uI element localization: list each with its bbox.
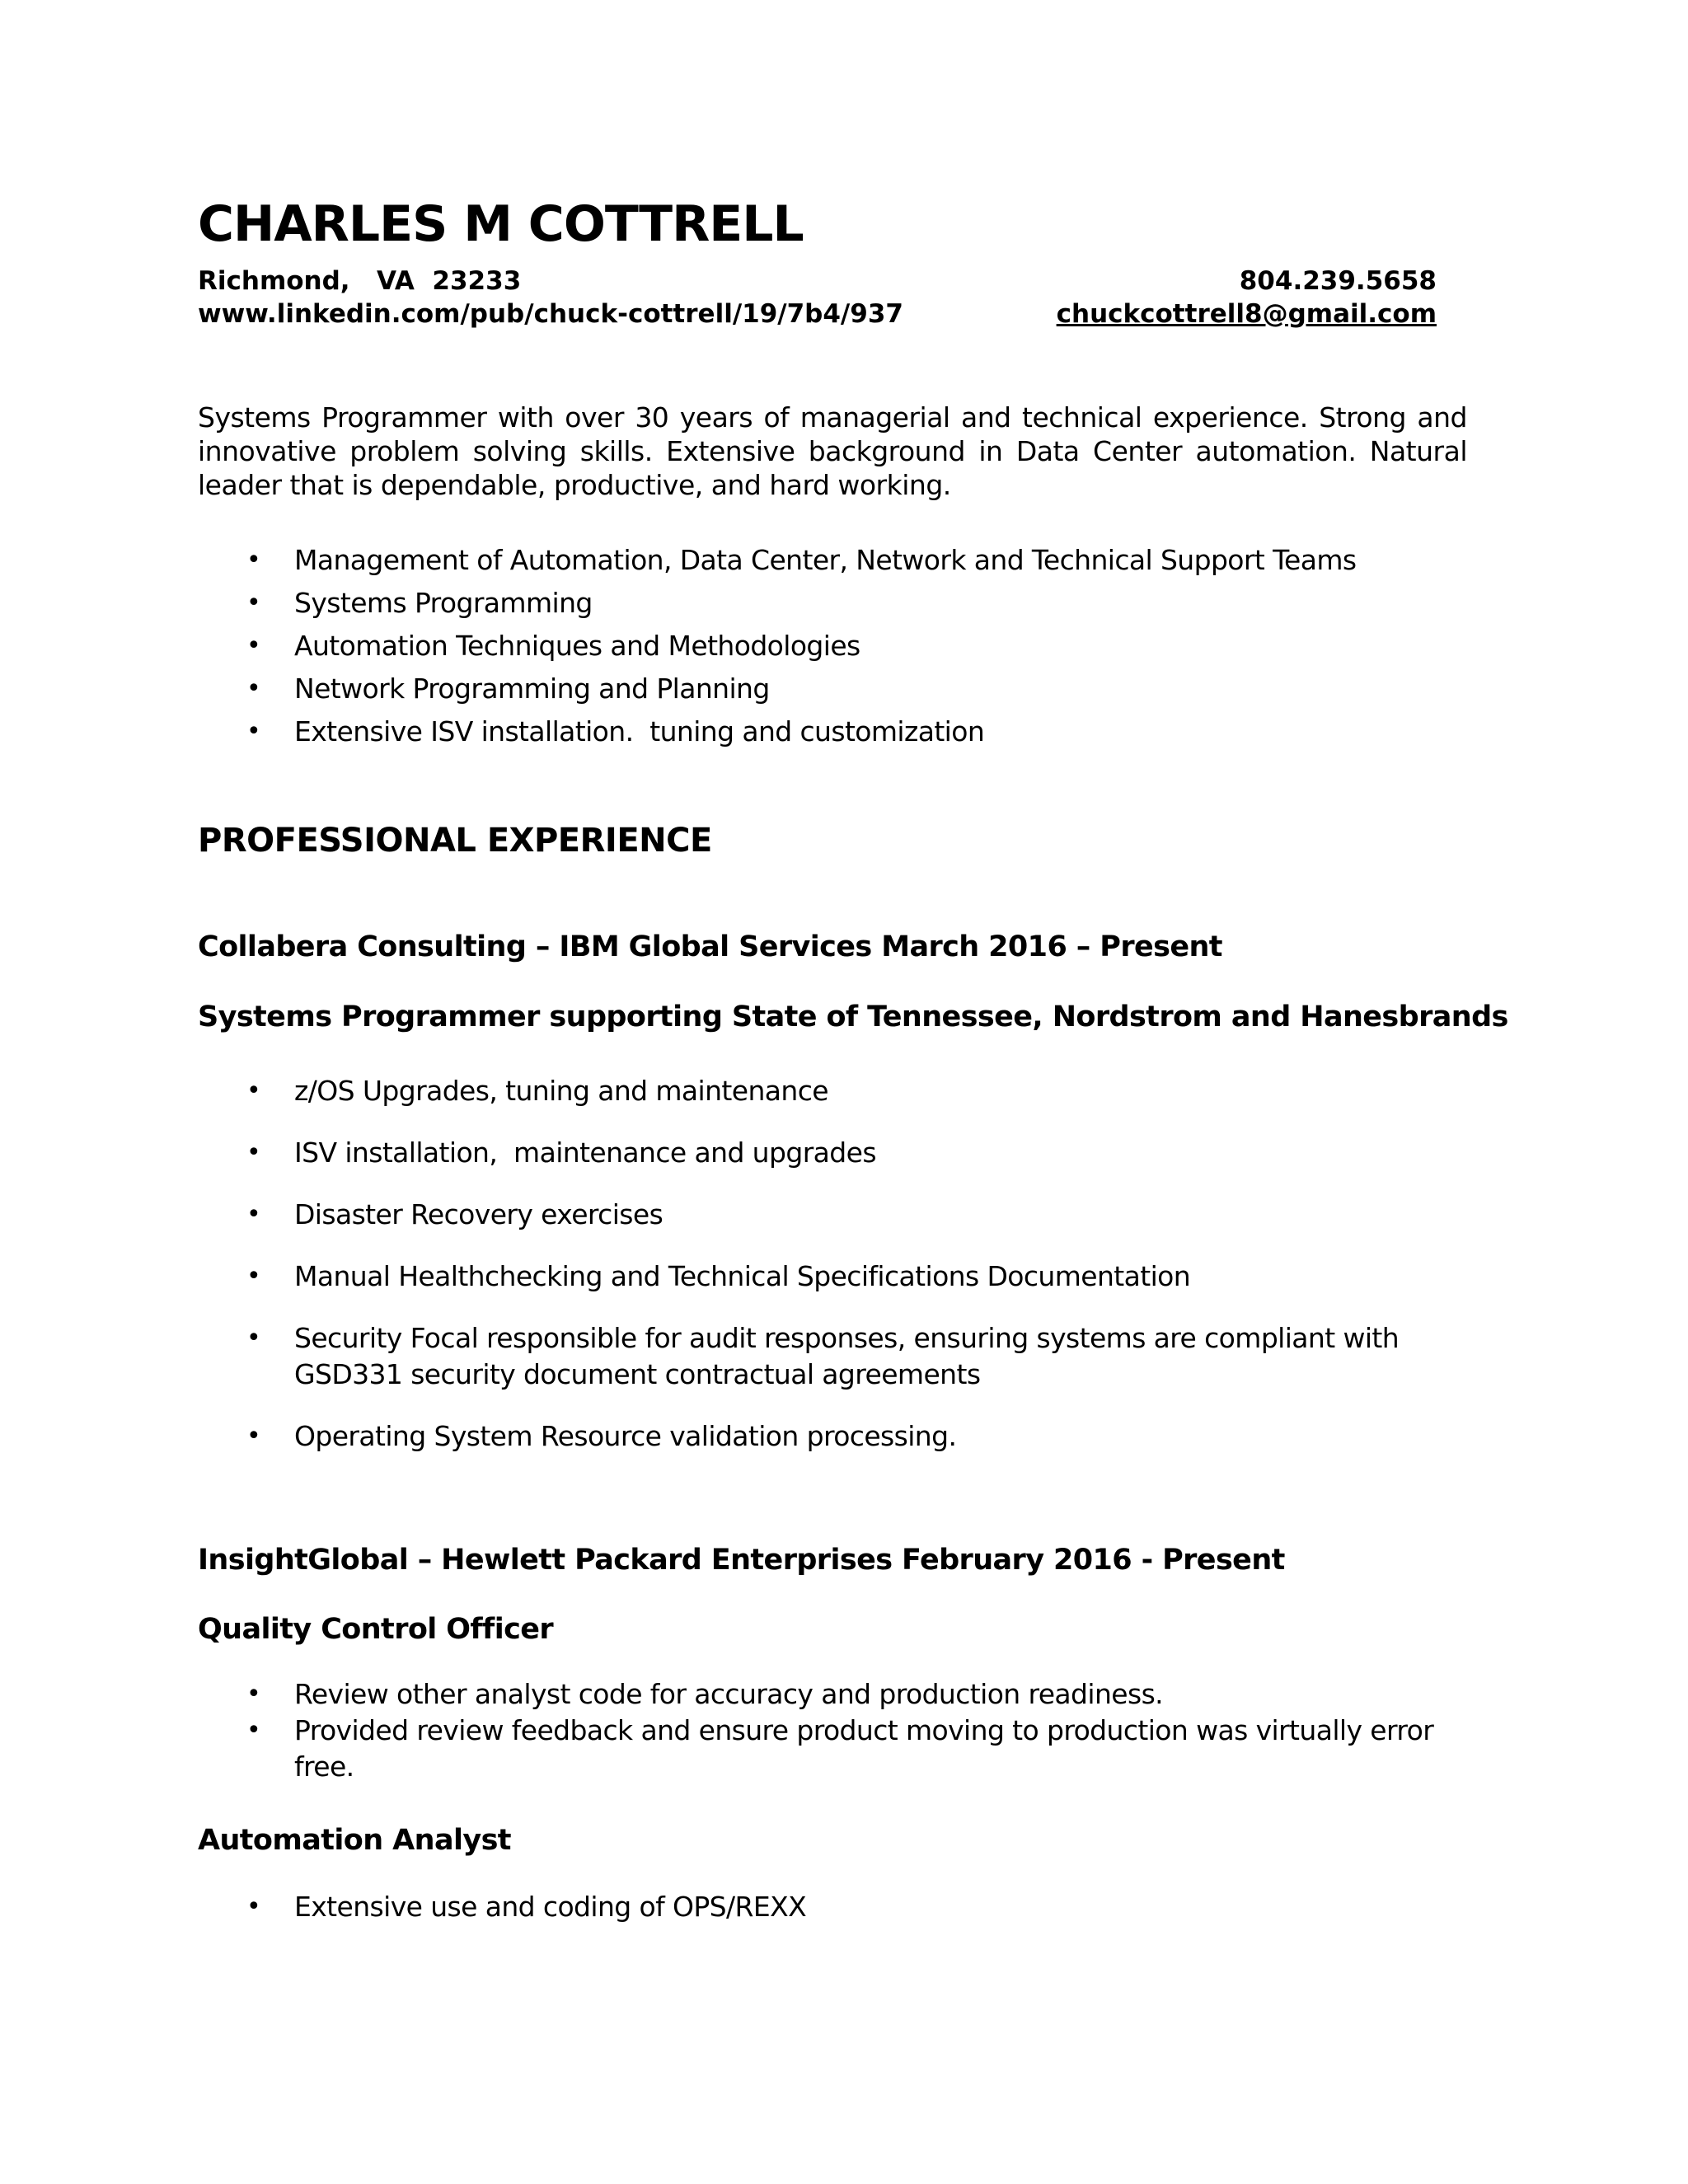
skill-item: • Extensive ISV installation. tuning and customization	[198, 710, 1500, 753]
duty-item: • Review other analyst code for accuracy and production readiness.	[198, 1676, 1500, 1713]
skill-item: • Systems Programming	[198, 582, 1500, 625]
skill-item: • Network Programming and Planning	[198, 668, 1500, 710]
bullet-icon: •	[246, 1138, 261, 1167]
duty-item: • ISV installation, maintenance and upgrades	[198, 1135, 1500, 1171]
section-title-experience: PROFESSIONAL EXPERIENCE	[198, 822, 712, 860]
bullet-icon: •	[246, 588, 261, 617]
job-role-heading: Systems Programmer supporting State of Tennessee, Nordstrom and Hanesbrands	[198, 1001, 1508, 1033]
bullet-icon: •	[246, 1716, 261, 1745]
professional-summary: Systems Programmer with over 30 years of managerial and technical experience. Strong and innovative problem solving skills. Extensive background in Data Center automation. Natural leader that is dependable, productive, and hard working.	[198, 401, 1467, 501]
duty-item: • Disaster Recovery exercises	[198, 1197, 1500, 1233]
bullet-icon: •	[246, 1422, 261, 1451]
bullet-icon: •	[246, 674, 261, 703]
job-duties-list	[198, 1073, 1500, 1480]
job-company-heading: InsightGlobal – Hewlett Packard Enterprises February 2016 - Present	[198, 1544, 1285, 1577]
duty-item: • Provided review feedback and ensure product moving to production was virtually error free.	[246, 1714, 1434, 1783]
address-line: Richmond, VA 23233	[198, 266, 522, 296]
duty-item: • Extensive use and coding of OPS/REXX	[198, 1889, 1500, 1925]
bullet-icon: •	[246, 1892, 261, 1921]
skill-item: • Automation Techniques and Methodologies	[198, 625, 1500, 668]
bullet-icon: •	[246, 1076, 261, 1105]
job-role-heading: Quality Control Officer	[198, 1613, 554, 1646]
job-duties-list	[198, 1676, 1500, 1785]
bullet-icon: •	[246, 1200, 261, 1229]
skill-item: • Management of Automation, Data Center, Network and Technical Support Teams	[198, 539, 1500, 582]
bullet-icon: •	[246, 1324, 261, 1352]
duty-item: • Manual Healthchecking and Technical Specifications Documentation	[198, 1258, 1500, 1295]
duty-item: • Security Focal responsible for audit responses, ensuring systems are compliant with GSD331 security document contractual agreements	[246, 1322, 1400, 1390]
email-address[interactable]	[1056, 299, 1437, 329]
job-company-heading: Collabera Consulting – IBM Global Services March 2016 – Present	[198, 930, 1222, 963]
email-link[interactable]: chuckcottrell8@gmail.com	[1056, 299, 1437, 329]
phone-number: 804.239.5658	[1239, 266, 1437, 296]
candidate-name: CHARLES M COTTRELL	[198, 195, 804, 253]
duty-item: • z/OS Upgrades, tuning and maintenance	[198, 1073, 1500, 1109]
job-role-heading: Automation Analyst	[198, 1824, 511, 1857]
linkedin-url: www.linkedin.com/pub/chuck-cottrell/19/7b4/937	[198, 299, 903, 329]
skills-list	[198, 539, 1500, 753]
bullet-icon: •	[246, 717, 261, 746]
bullet-icon: •	[246, 546, 261, 574]
bullet-icon: •	[246, 1680, 261, 1708]
bullet-icon: •	[246, 1262, 261, 1291]
bullet-icon: •	[246, 631, 261, 660]
duty-item: • Operating System Resource validation processing.	[198, 1418, 1500, 1455]
job-duties-list	[198, 1889, 1500, 1925]
